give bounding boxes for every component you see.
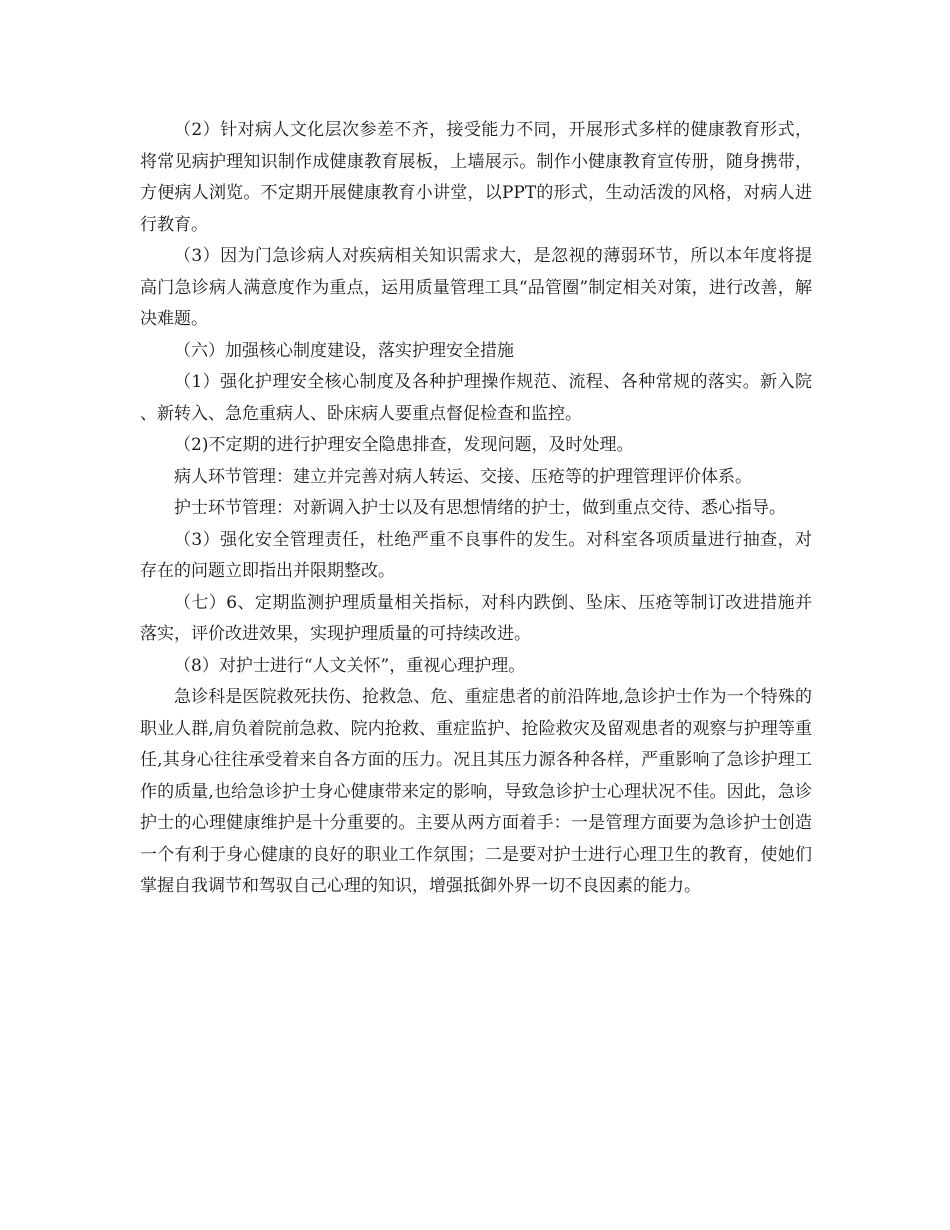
document-page	[140, 115, 812, 903]
paragraph-emergency-satisfaction: （3）因为门急诊病人对疾病相关知识需求大，是忽视的薄弱环节，所以本年度将提高门急诊病人满意度作为重点，运用质量管理工具“品管圈”制定相关对策，进行改善，解决难题。	[140, 246, 812, 329]
paragraph-emergency-nurse-psychology: 急诊科是医院救死扶伤、抢救急、危、重症患者的前沿阵地,急诊护士作为一个特殊的职业人群,肩负着院前急救、院内抢救、重症监护、抢险救灾及留观患者的观察与护理等重任,其身心往往承受着来自各方面的压力。况且其压力源各种各样，严重影响了急诊护理工作的质量,也给急诊护士身心健康带来定的影响，导致急诊护士心理状况不佳。因此，急诊护士的心理健康维护是十分重要的。主要从两方面着手：一是管理方面要为急诊护士创造一个有利于身心健康的良好的职业工作氛围；二是要对护士进行心理卫生的教育，使她们掌握自我调节和驾驭自己心理的知识，增强抵御外界一切不良因素的能力。	[140, 687, 812, 896]
paragraph-patient-link-management: 病人环节管理：建立并完善对病人转运、交接、压疮等的护理管理评价体系。	[174, 466, 752, 487]
paragraph-quality-monitoring: （七）6、定期监测护理质量相关指标，对科内跌倒、坠床、压疮等制订改进措施并落实，评价改进效果，实现护理质量的可持续改进。	[140, 592, 812, 644]
section-heading-core-system: （六）加强核心制度建设，落实护理安全措施	[174, 340, 514, 361]
paragraph-safety-responsibility: （3）强化安全管理责任，杜绝严重不良事件的发生。对科室各项质量进行抽查，对存在的问题立即指出并限期整改。	[140, 529, 812, 581]
paragraph-nurse-link-management: 护士环节管理：对新调入护士以及有思想情绪的护士，做到重点交待、悉心指导。	[174, 498, 786, 518]
paragraph-health-education-forms: （2）针对病人文化层次参差不齐，接受能力不同，开展形式多样的健康教育形式，将常见病护理知识制作成健康教育展板，上墙展示。制作小健康教育宣传册，随身携带，方便病人浏览。不定期开展健康教育小讲堂，以PPT的形式，生动活泼的风格，对病人进行教育。	[140, 120, 812, 235]
paragraph-humanistic-care: （8）对护士进行“人文关怀”，重视心理护理。	[174, 655, 526, 676]
paragraph-safety-core-system: （1）强化护理安全核心制度及各种护理操作规范、流程、各种常规的落实。新入院、新转入、急危重病人、卧床病人要重点督促检查和监控。	[140, 372, 812, 424]
paragraph-hazard-inspection: （2)不定期的进行护理安全隐患排查，发现问题，及时处理。	[174, 435, 634, 455]
